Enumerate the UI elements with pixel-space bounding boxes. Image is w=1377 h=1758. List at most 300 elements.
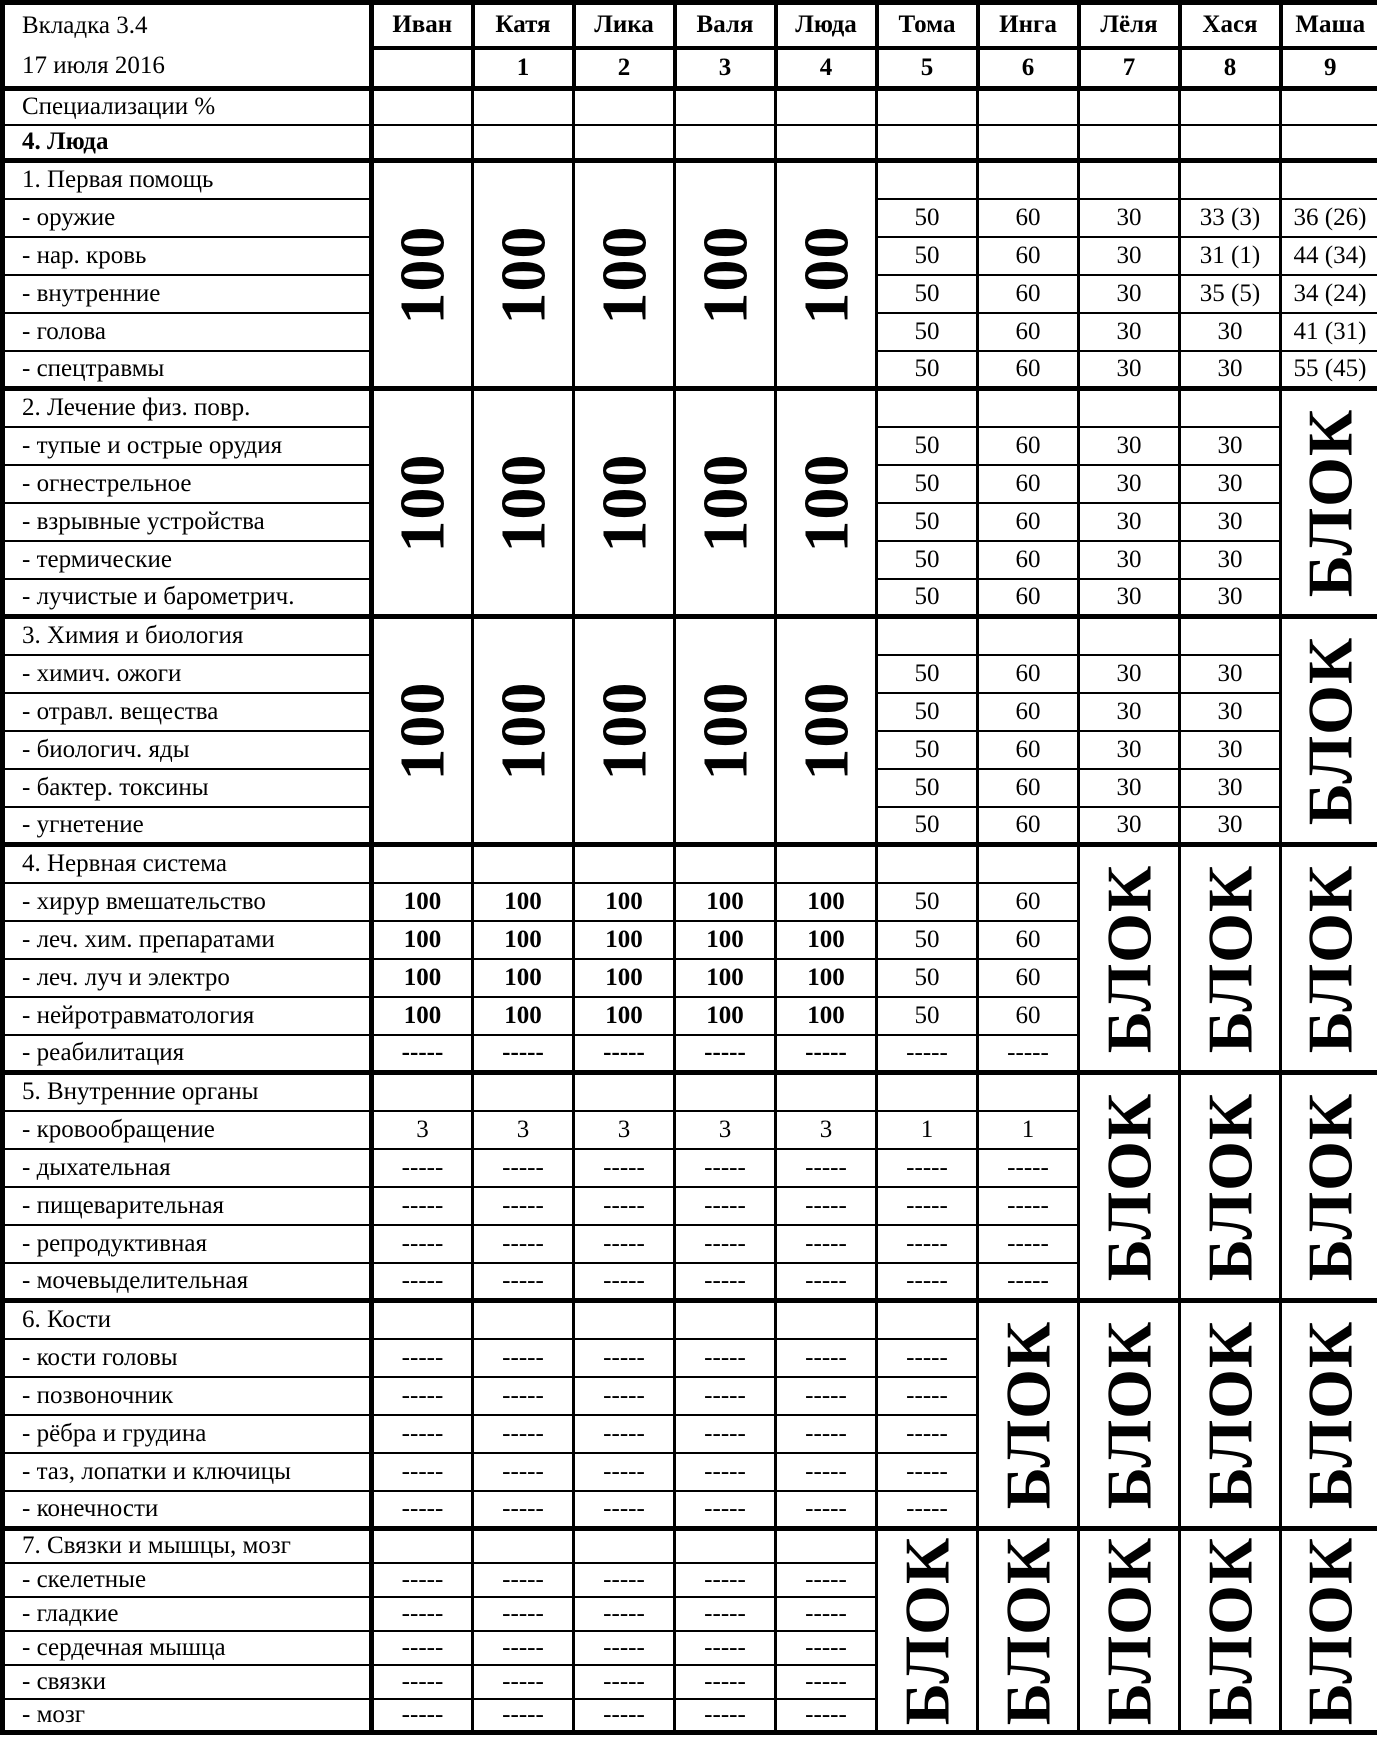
empty-cell <box>473 1301 574 1339</box>
value-cell: ----- <box>574 1631 675 1665</box>
rotated-box <box>474 622 572 840</box>
full-coverage-cell <box>675 389 776 617</box>
rotated-box <box>1181 1078 1279 1296</box>
rotated-text: 100 <box>487 453 558 552</box>
rotated-text: 100 <box>790 225 861 324</box>
value-cell: ----- <box>978 1149 1079 1187</box>
value-cell: 3 <box>776 1111 877 1149</box>
value-cell: ----- <box>877 1225 978 1263</box>
value-cell: 60 <box>978 959 1079 997</box>
row-label-cell: - спецтравмы <box>3 351 372 389</box>
value-cell: ----- <box>473 1035 574 1073</box>
value-cell: 30 <box>1079 465 1180 503</box>
rotated-text: 100 <box>386 681 458 780</box>
rotated-box <box>676 622 774 840</box>
value-cell: 100 <box>675 997 776 1035</box>
rotated-text: БЛОК <box>891 1536 962 1725</box>
empty-cell <box>877 617 978 655</box>
full-coverage-cell <box>473 161 574 389</box>
empty-cell <box>675 1529 776 1563</box>
empty-cell <box>776 845 877 883</box>
value-cell: 3 <box>473 1111 574 1149</box>
full-coverage-cell <box>473 617 574 845</box>
rotated-text: БЛОК <box>992 1536 1063 1725</box>
rotated-box <box>878 1534 976 1728</box>
value-cell: ----- <box>372 1665 473 1699</box>
value-cell: ----- <box>372 1631 473 1665</box>
value-cell: 1 <box>978 1111 1079 1149</box>
blocked-cell <box>1180 1301 1281 1529</box>
rotated-box <box>575 166 673 384</box>
value-cell: 60 <box>978 693 1079 731</box>
value-cell: 35 (5) <box>1180 275 1281 313</box>
value-cell: 100 <box>675 921 776 959</box>
row-label-cell: - репродуктивная <box>3 1225 372 1263</box>
value-cell: 100 <box>776 883 877 921</box>
value-cell: ----- <box>675 1453 776 1491</box>
rotated-text: БЛОК <box>1093 1320 1164 1509</box>
value-cell: ----- <box>776 1597 877 1631</box>
full-coverage-cell <box>372 161 473 389</box>
section-header-row <box>3 1301 1377 1339</box>
value-cell: 60 <box>978 769 1079 807</box>
row-label-cell: - угнетение <box>3 807 372 845</box>
rotated-text: БЛОК <box>992 1320 1063 1509</box>
empty-cell <box>978 125 1079 161</box>
rotated-box <box>1181 1534 1279 1728</box>
row-label-cell: - кровообращение <box>3 1111 372 1149</box>
value-cell: 30 <box>1079 351 1180 389</box>
rotated-box <box>777 394 875 612</box>
value-cell: ----- <box>574 1339 675 1377</box>
value-cell: 30 <box>1079 427 1180 465</box>
empty-cell <box>1079 161 1180 199</box>
empty-cell <box>574 89 675 125</box>
value-cell: 100 <box>574 997 675 1035</box>
value-cell: ----- <box>776 1665 877 1699</box>
value-cell: ----- <box>473 1415 574 1453</box>
value-cell: 30 <box>1079 807 1180 845</box>
blocked-cell <box>978 1301 1079 1529</box>
row-label-cell: - сердечная мышца <box>3 1631 372 1665</box>
value-cell: 50 <box>877 237 978 275</box>
rotated-box <box>374 166 471 384</box>
value-cell: ----- <box>372 1339 473 1377</box>
value-cell: ----- <box>372 1453 473 1491</box>
value-cell: 30 <box>1079 731 1180 769</box>
value-cell: ----- <box>372 1263 473 1301</box>
value-cell: ----- <box>776 1149 877 1187</box>
value-cell: 50 <box>877 883 978 921</box>
value-cell: ----- <box>372 1377 473 1415</box>
value-cell: 50 <box>877 465 978 503</box>
rotated-box <box>676 166 774 384</box>
empty-cell <box>978 89 1079 125</box>
value-cell: 30 <box>1180 541 1281 579</box>
person-column-header: Лёля <box>1079 3 1180 48</box>
row-label-cell: - взрывные устройства <box>3 503 372 541</box>
value-cell: ----- <box>675 1415 776 1453</box>
full-coverage-cell <box>372 617 473 845</box>
row-label-cell: - огнестрельное <box>3 465 372 503</box>
section-header-row <box>3 845 1377 883</box>
person-column-number: 7 <box>1079 48 1180 89</box>
empty-cell <box>877 161 978 199</box>
full-coverage-cell <box>372 389 473 617</box>
full-coverage-cell <box>473 389 574 617</box>
row-label-cell: - леч. хим. препаратами <box>3 921 372 959</box>
blocked-cell <box>1079 845 1180 1073</box>
blocked-cell <box>1180 1073 1281 1301</box>
rotated-box <box>1181 1306 1279 1524</box>
value-cell: ----- <box>877 1453 978 1491</box>
person-column-number: 2 <box>574 48 675 89</box>
value-cell: 41 (31) <box>1281 313 1377 351</box>
empty-cell <box>1079 125 1180 161</box>
row-label-cell: - дыхательная <box>3 1149 372 1187</box>
value-cell: 1 <box>877 1111 978 1149</box>
empty-cell <box>776 1073 877 1111</box>
value-cell: 50 <box>877 693 978 731</box>
row-label-cell: - внутренние <box>3 275 372 313</box>
empty-cell <box>574 1301 675 1339</box>
subtitle-row <box>3 89 1377 125</box>
selected-person-row <box>3 125 1377 161</box>
rotated-box <box>1282 1078 1377 1296</box>
value-cell: 50 <box>877 351 978 389</box>
row-label-cell: - бактер. токсины <box>3 769 372 807</box>
row-label-cell: - химич. ожоги <box>3 655 372 693</box>
rotated-box <box>474 166 572 384</box>
empty-cell <box>574 1073 675 1111</box>
value-cell: 100 <box>372 997 473 1035</box>
row-label-cell: - отравл. вещества <box>3 693 372 731</box>
value-cell: ----- <box>372 1187 473 1225</box>
section-header-cell: 7. Связки и мышцы, мозг <box>3 1529 372 1563</box>
value-cell: 60 <box>978 465 1079 503</box>
row-label-cell: - мозг <box>3 1699 372 1733</box>
value-cell: 30 <box>1079 655 1180 693</box>
empty-cell <box>1180 389 1281 427</box>
empty-cell <box>473 1529 574 1563</box>
value-cell: ----- <box>574 1377 675 1415</box>
rotated-box <box>979 1306 1077 1524</box>
person-column-header: Катя <box>473 3 574 48</box>
value-cell: 60 <box>978 199 1079 237</box>
value-cell: 100 <box>776 959 877 997</box>
section-header-cell: 5. Внутренние органы <box>3 1073 372 1111</box>
value-cell: ----- <box>574 1225 675 1263</box>
person-column-header: Тома <box>877 3 978 48</box>
value-cell: 3 <box>574 1111 675 1149</box>
value-cell: ----- <box>675 1563 776 1597</box>
value-cell: 44 (34) <box>1281 237 1377 275</box>
value-cell: 60 <box>978 237 1079 275</box>
value-cell: ----- <box>574 1491 675 1529</box>
empty-cell <box>877 389 978 427</box>
empty-cell <box>574 125 675 161</box>
value-cell: ----- <box>776 1187 877 1225</box>
value-cell: 50 <box>877 579 978 617</box>
value-cell: ----- <box>675 1035 776 1073</box>
blocked-cell <box>1180 845 1281 1073</box>
rotated-box <box>979 1534 1077 1728</box>
value-cell: ----- <box>675 1187 776 1225</box>
value-cell: ----- <box>675 1665 776 1699</box>
value-cell: 50 <box>877 541 978 579</box>
empty-cell <box>675 1073 776 1111</box>
value-cell: ----- <box>675 1149 776 1187</box>
row-label-cell: - гладкие <box>3 1597 372 1631</box>
rotated-text: БЛОК <box>1294 1320 1365 1509</box>
value-cell: ----- <box>675 1597 776 1631</box>
empty-cell <box>372 1529 473 1563</box>
value-cell: 100 <box>574 883 675 921</box>
empty-cell <box>675 89 776 125</box>
row-label-cell: - биологич. яды <box>3 731 372 769</box>
rotated-box <box>777 166 875 384</box>
rotated-text: 100 <box>386 453 458 552</box>
value-cell: 50 <box>877 503 978 541</box>
value-cell: ----- <box>675 1339 776 1377</box>
value-cell: 50 <box>877 807 978 845</box>
empty-cell <box>877 845 978 883</box>
full-coverage-cell <box>675 161 776 389</box>
rotated-text: БЛОК <box>1093 864 1164 1053</box>
value-cell: ----- <box>372 1149 473 1187</box>
rotated-text: 100 <box>790 453 861 552</box>
value-cell: 50 <box>877 313 978 351</box>
value-cell: 30 <box>1079 313 1180 351</box>
value-cell: ----- <box>877 1149 978 1187</box>
value-cell: ----- <box>473 1699 574 1733</box>
value-cell: 30 <box>1079 579 1180 617</box>
person-column-header: Маша <box>1281 3 1377 48</box>
value-cell: ----- <box>574 1187 675 1225</box>
row-label-cell: - оружие <box>3 199 372 237</box>
value-cell: 30 <box>1180 693 1281 731</box>
row-label-cell: - хирур вмешательство <box>3 883 372 921</box>
value-cell: 30 <box>1180 769 1281 807</box>
section-header-cell: 6. Кости <box>3 1301 372 1339</box>
value-cell: 100 <box>372 883 473 921</box>
person-column-header: Люда <box>776 3 877 48</box>
value-cell: ----- <box>776 1225 877 1263</box>
value-cell: 100 <box>574 959 675 997</box>
value-cell: ----- <box>675 1631 776 1665</box>
value-cell: ----- <box>776 1699 877 1733</box>
value-cell: ----- <box>574 1699 675 1733</box>
rotated-box <box>1282 850 1377 1068</box>
empty-cell <box>1180 617 1281 655</box>
rotated-box <box>1080 850 1178 1068</box>
value-cell: ----- <box>574 1453 675 1491</box>
value-cell: ----- <box>877 1491 978 1529</box>
row-label-cell: - связки <box>3 1665 372 1699</box>
empty-cell <box>372 125 473 161</box>
value-cell: 100 <box>776 997 877 1035</box>
person-column-number: 8 <box>1180 48 1281 89</box>
value-cell: 60 <box>978 275 1079 313</box>
value-cell: ----- <box>473 1149 574 1187</box>
value-cell: ----- <box>574 1665 675 1699</box>
empty-cell <box>473 845 574 883</box>
rotated-text: 100 <box>588 453 659 552</box>
value-cell: ----- <box>372 1035 473 1073</box>
value-cell: 100 <box>675 959 776 997</box>
rotated-text: 100 <box>487 681 558 780</box>
rotated-box <box>777 622 875 840</box>
row-label-cell: - конечности <box>3 1491 372 1529</box>
empty-cell <box>473 89 574 125</box>
blocked-cell <box>1281 845 1377 1073</box>
value-cell: 50 <box>877 959 978 997</box>
value-cell: 30 <box>1079 769 1180 807</box>
rotated-box <box>575 394 673 612</box>
section-header-row <box>3 617 1377 655</box>
value-cell: 31 (1) <box>1180 237 1281 275</box>
value-cell: ----- <box>776 1631 877 1665</box>
value-cell: 50 <box>877 997 978 1035</box>
empty-cell <box>1180 125 1281 161</box>
full-coverage-cell <box>574 617 675 845</box>
empty-cell <box>877 125 978 161</box>
section-header-cell: 2. Лечение физ. повр. <box>3 389 372 427</box>
empty-cell <box>675 125 776 161</box>
section-header-cell: 3. Химия и биология <box>3 617 372 655</box>
section-header-cell: 1. Первая помощь <box>3 161 372 199</box>
value-cell: 100 <box>473 921 574 959</box>
person-column-number: 1 <box>473 48 574 89</box>
row-label-cell: - позвоночник <box>3 1377 372 1415</box>
value-cell: ----- <box>877 1415 978 1453</box>
value-cell: ----- <box>473 1187 574 1225</box>
value-cell: ----- <box>473 1631 574 1665</box>
empty-cell <box>1079 389 1180 427</box>
rotated-text: 100 <box>588 225 659 324</box>
person-column-number <box>372 48 473 89</box>
selected-person-cell: 4. Люда <box>3 125 372 161</box>
empty-cell <box>776 89 877 125</box>
full-coverage-cell <box>776 617 877 845</box>
rotated-text: БЛОК <box>1294 408 1365 597</box>
value-cell: 30 <box>1180 427 1281 465</box>
blocked-cell <box>877 1529 978 1733</box>
person-column-header: Лика <box>574 3 675 48</box>
row-label-cell: - пищеварительная <box>3 1187 372 1225</box>
value-cell: 100 <box>372 959 473 997</box>
value-cell: 50 <box>877 275 978 313</box>
rotated-box <box>575 622 673 840</box>
value-cell: 50 <box>877 199 978 237</box>
section-header-row <box>3 161 1377 199</box>
rotated-text: 100 <box>386 225 458 324</box>
empty-cell <box>574 845 675 883</box>
value-cell: ----- <box>473 1377 574 1415</box>
rotated-text: БЛОК <box>1294 1536 1365 1725</box>
rotated-box <box>374 622 471 840</box>
empty-cell <box>877 1301 978 1339</box>
rotated-text: 100 <box>790 681 861 780</box>
empty-cell <box>776 1529 877 1563</box>
empty-cell <box>978 389 1079 427</box>
rotated-text: БЛОК <box>1194 1320 1265 1509</box>
value-cell: ----- <box>978 1225 1079 1263</box>
value-cell: ----- <box>574 1597 675 1631</box>
empty-cell <box>372 1301 473 1339</box>
value-cell: ----- <box>675 1225 776 1263</box>
value-cell: ----- <box>877 1339 978 1377</box>
empty-cell <box>372 89 473 125</box>
empty-cell <box>372 845 473 883</box>
value-cell: 60 <box>978 883 1079 921</box>
empty-cell <box>776 125 877 161</box>
value-cell: 100 <box>473 959 574 997</box>
value-cell: ----- <box>473 1225 574 1263</box>
value-cell: 30 <box>1180 503 1281 541</box>
rotated-box <box>474 394 572 612</box>
empty-cell <box>978 617 1079 655</box>
empty-cell <box>1180 89 1281 125</box>
empty-cell <box>372 1073 473 1111</box>
full-coverage-cell <box>776 389 877 617</box>
person-column-header: Хася <box>1180 3 1281 48</box>
value-cell: ----- <box>473 1563 574 1597</box>
empty-cell <box>675 1301 776 1339</box>
rotated-box <box>1080 1078 1178 1296</box>
value-cell: ----- <box>574 1263 675 1301</box>
empty-cell <box>1281 161 1377 199</box>
rotated-box <box>676 394 774 612</box>
rotated-box <box>1181 850 1279 1068</box>
value-cell: 30 <box>1180 313 1281 351</box>
empty-cell <box>978 845 1079 883</box>
person-column-number: 5 <box>877 48 978 89</box>
value-cell: 100 <box>574 921 675 959</box>
empty-cell <box>877 1073 978 1111</box>
value-cell: 36 (26) <box>1281 199 1377 237</box>
value-cell: ----- <box>877 1377 978 1415</box>
person-column-number: 3 <box>675 48 776 89</box>
value-cell: ----- <box>574 1415 675 1453</box>
value-cell: 30 <box>1079 503 1180 541</box>
value-cell: ----- <box>877 1187 978 1225</box>
value-cell: 50 <box>877 655 978 693</box>
rotated-text: БЛОК <box>1194 1092 1265 1281</box>
row-label-cell: - леч. луч и электро <box>3 959 372 997</box>
rotated-text: БЛОК <box>1093 1536 1164 1725</box>
rotated-box <box>1282 394 1377 612</box>
value-cell: ----- <box>372 1597 473 1631</box>
row-label-cell: - мочевыделительная <box>3 1263 372 1301</box>
value-cell: 100 <box>675 883 776 921</box>
rotated-text: БЛОК <box>1194 864 1265 1053</box>
row-label-cell: - голова <box>3 313 372 351</box>
value-cell: 60 <box>978 427 1079 465</box>
value-cell: ----- <box>978 1187 1079 1225</box>
value-cell: 30 <box>1079 237 1180 275</box>
blocked-cell <box>1281 1301 1377 1529</box>
value-cell: ----- <box>776 1563 877 1597</box>
header-names-row <box>3 3 1377 48</box>
value-cell: 50 <box>877 731 978 769</box>
empty-cell <box>776 1301 877 1339</box>
value-cell: ----- <box>473 1665 574 1699</box>
value-cell: ----- <box>776 1453 877 1491</box>
section-header-cell: 4. Нервная система <box>3 845 372 883</box>
value-cell: ----- <box>675 1263 776 1301</box>
row-label-cell: - тупые и острые орудия <box>3 427 372 465</box>
